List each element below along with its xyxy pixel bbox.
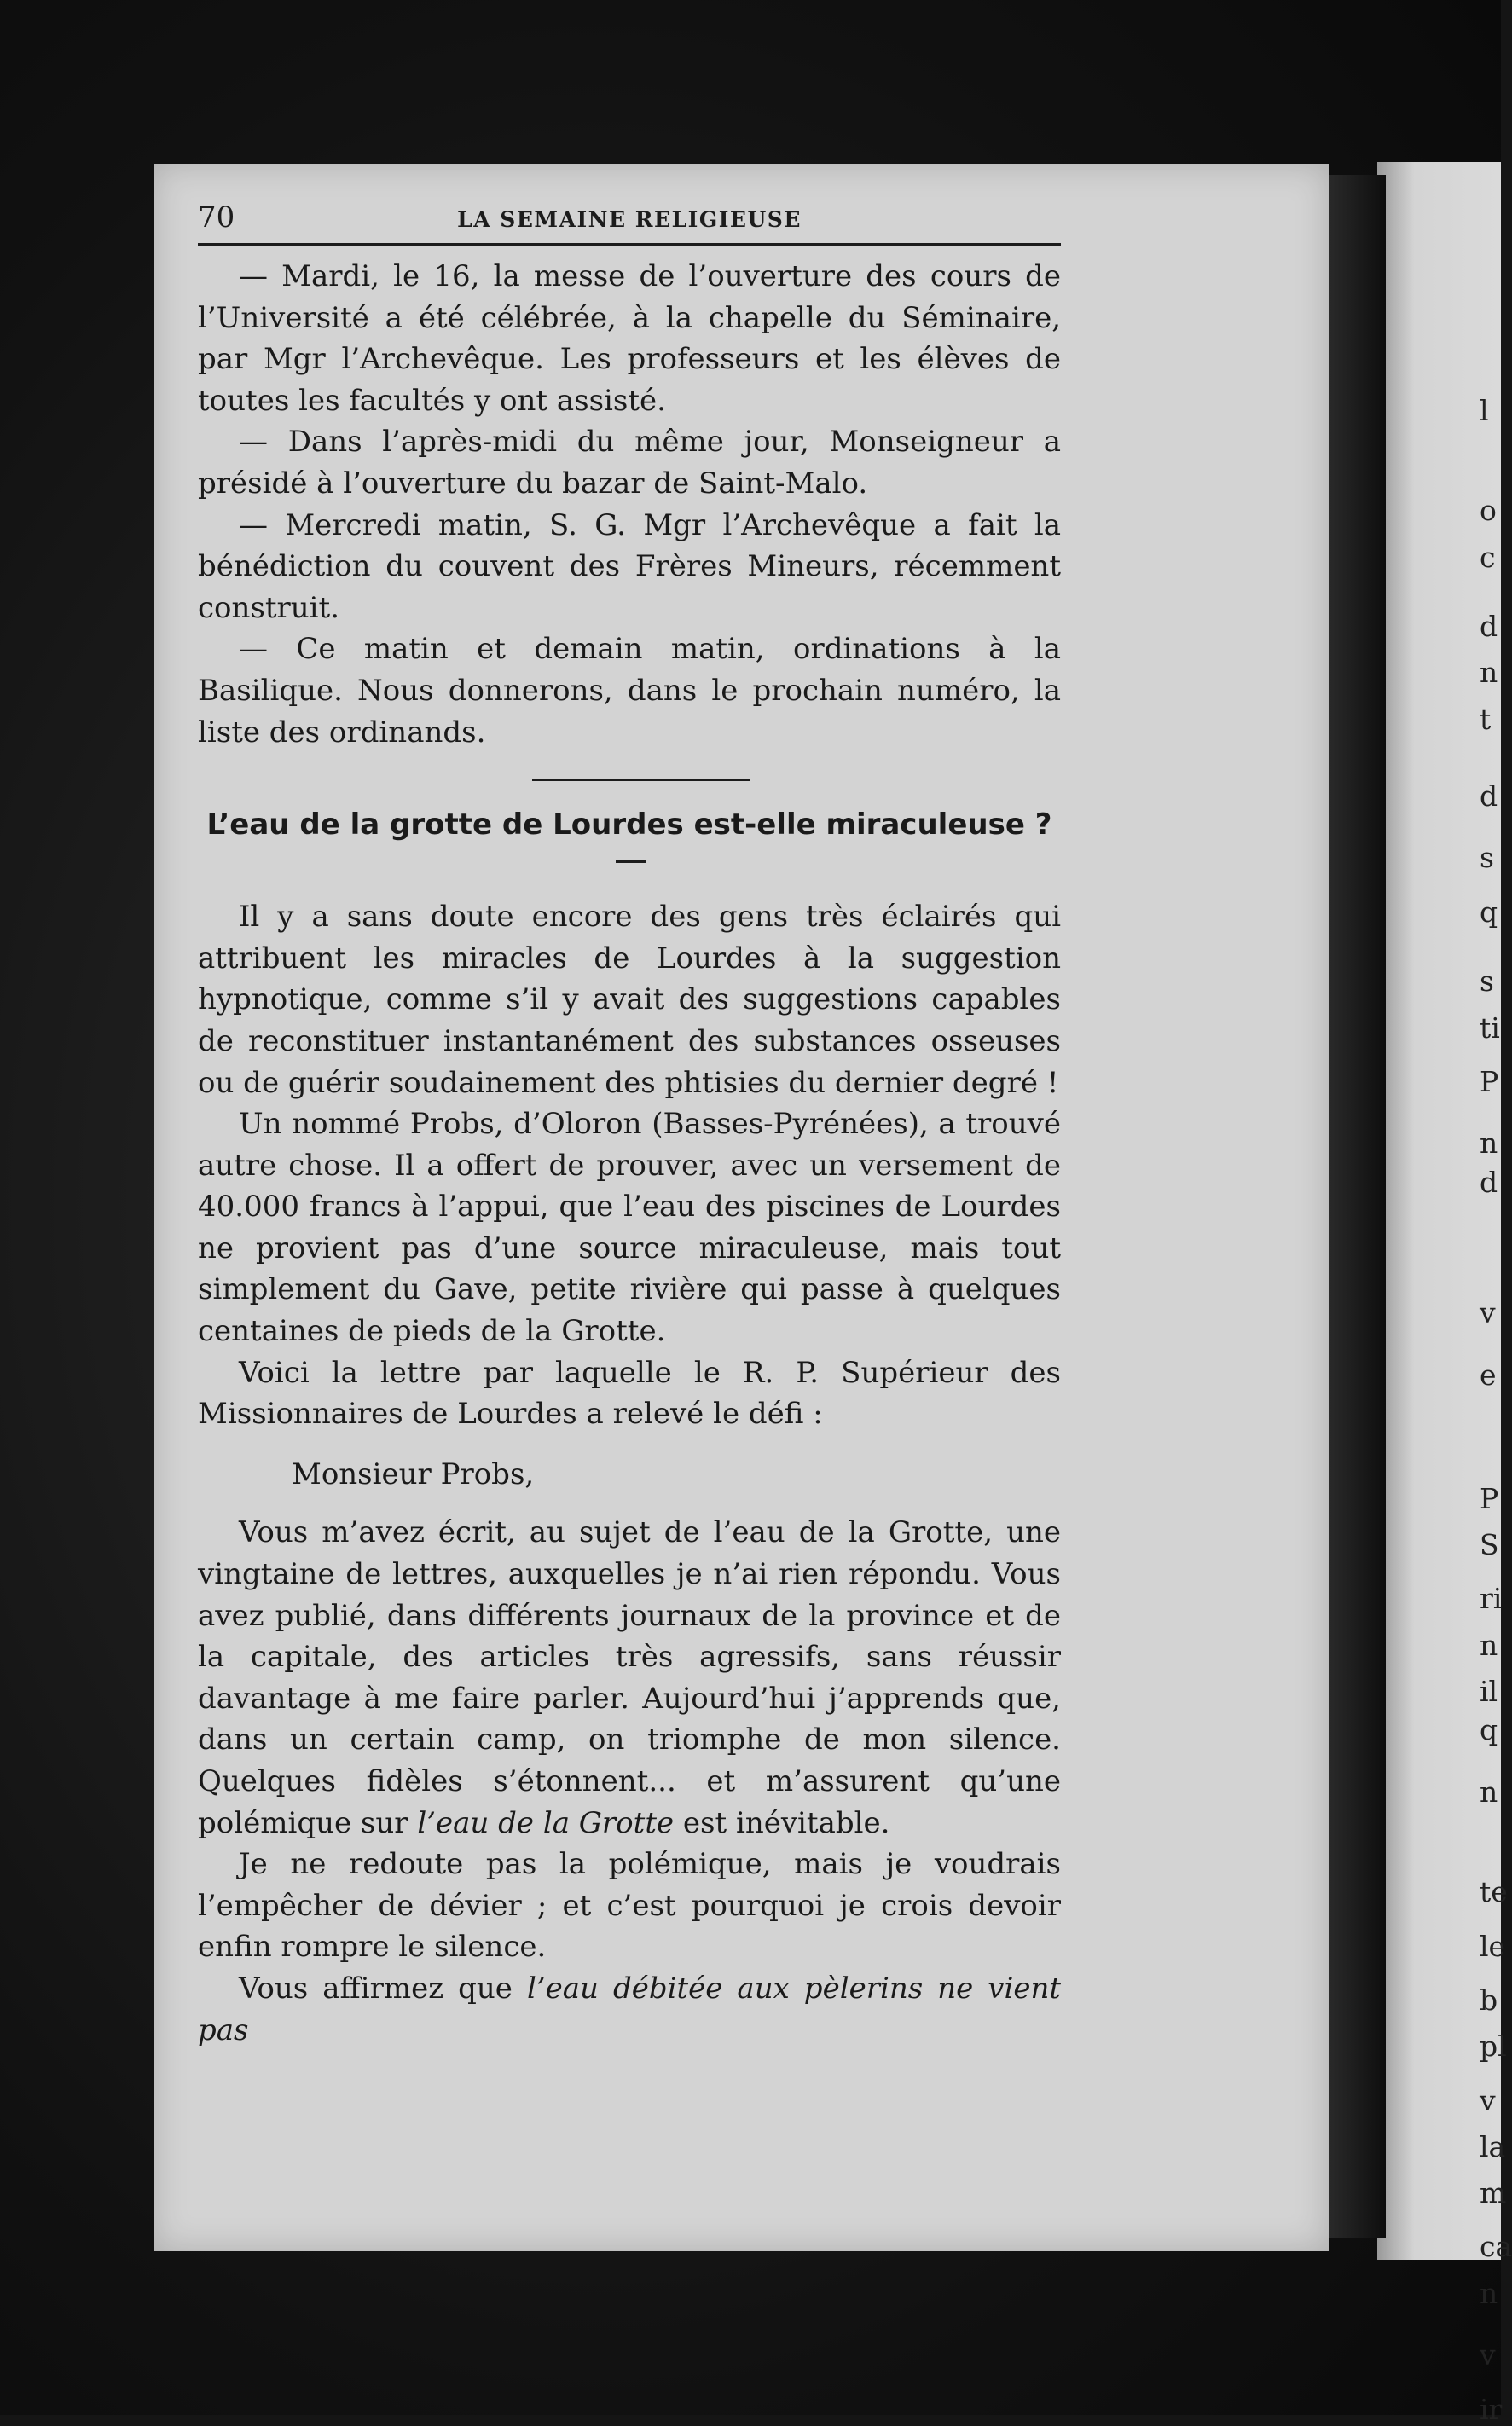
section-separator	[198, 753, 1061, 804]
adjacent-page-letter: pl	[1480, 2029, 1507, 2064]
news-item: — Mardi, le 16, la messe de l’ouverture des cours de l’Université a été célébrée, à la chapelle du Séminaire, par Mgr l’Archevêque. Les professeurs et les élèves de toutes les facultés y ont assisté.	[198, 259, 1061, 418]
adjacent-page-letter: P	[1480, 1481, 1499, 1515]
adjacent-page-letter: q	[1480, 895, 1498, 929]
adjacent-page-letter: t	[1480, 702, 1492, 736]
adjacent-page-letter: d	[1480, 609, 1498, 643]
letter-body	[198, 1512, 1061, 2051]
adjacent-page-letter: n	[1480, 2276, 1498, 2310]
page-body	[198, 256, 1061, 2051]
news-item: — Ce matin et demain matin, ordinations à la Basilique. Nous donnerons, dans le prochain numéro, la liste des ordinands.	[198, 632, 1061, 750]
adjacent-page-letter: le	[1480, 1929, 1506, 1963]
article-title: L’eau de la grotte de Lourdes est-elle miraculeuse ?	[206, 808, 1052, 842]
article-paragraph: Un nommé Probs, d’Oloron (Basses-Pyrénées), a trouvé autre chose. Il a offert de prouver, avec un versement de 40.000 francs à l’appui, que l’eau des piscines de Lourdes ne provient pas d’une source miraculeuse, mais tout simplement du Gave, petite rivière qui passe à quelques centaines de pieds de la Grotte.	[198, 1107, 1061, 1349]
adjacent-page-letter: la	[1480, 2129, 1506, 2163]
running-title: LA SEMAINE RELIGIEUSE	[457, 207, 802, 232]
title-dash	[198, 845, 1061, 896]
adjacent-page-letter: d	[1480, 779, 1498, 813]
adjacent-page-letter: v	[1480, 2083, 1496, 2117]
article-paragraph: Voici la lettre par laquelle le R. P. Supérieur des Missionnaires de Lourdes a relevé le défi :	[198, 1355, 1061, 1432]
adjacent-page-letter: q	[1480, 1713, 1498, 1747]
page-header	[198, 200, 1061, 241]
adjacent-page-letter: n	[1480, 1628, 1498, 1662]
adjacent-page-letter: b	[1480, 1983, 1498, 2017]
page-gutter-shadow	[1326, 175, 1386, 2238]
letter-paragraph: Vous m’avez écrit, au sujet de l’eau de la Grotte, une vingtaine de lettres, auxquelles je n’ai rien répondu. Vous avez publié, dans différents journaux de la province et de la capitale, des articles très agressifs, sans réussir davantage à me faire parler. Aujourd’hui j’apprends que, dans un certain camp, on triomphe de mon silence. Quelques fidèles s’étonnent... et m’assurent qu’une polémique sur l’eau de la Grotte est inévitable.	[198, 1515, 1061, 1840]
adjacent-page-letter: e	[1480, 1358, 1497, 1392]
adjacent-page-letter: ri	[1480, 1582, 1503, 1616]
adjacent-page-letter: n	[1480, 1775, 1498, 1809]
adjacent-page-edge	[1377, 162, 1512, 2426]
letter-salutation: Monsieur Probs,	[292, 1456, 535, 1491]
adjacent-page-letter: n	[1480, 656, 1498, 690]
adjacent-page-letter: s	[1480, 964, 1494, 999]
adjacent-page-letter: ca	[1480, 2230, 1512, 2264]
adjacent-page-letter: o	[1480, 494, 1497, 528]
letter-paragraph: Je ne redoute pas la polémique, mais je voudrais l’empêcher de dévier ; et c’est pourquoi je crois devoir enfin rompre le silence.	[198, 1847, 1061, 1965]
adjacent-page-letter: n	[1480, 1126, 1498, 1161]
header-rule	[198, 243, 1061, 246]
adjacent-page-letter: m	[1480, 2176, 1507, 2210]
adjacent-page-letter: ti	[1480, 1010, 1500, 1045]
adjacent-page-letter: P	[1480, 1064, 1499, 1098]
adjacent-page-letter: v	[1480, 2338, 1496, 2372]
news-item: — Dans l’après-midi du même jour, Monseigneur a présidé à l’ouverture du bazar de Saint-Malo.	[198, 425, 1061, 501]
letter-paragraph: Vous affirmez que l’eau débitée aux pèlerins ne vient pas	[198, 1971, 1062, 2047]
news-item: — Mercredi matin, S. G. Mgr l’Archevêque a fait la bénédiction du couvent des Frères Mineurs, récemment construit.	[198, 507, 1061, 625]
page-number: 70	[198, 200, 235, 234]
adjacent-page-letter: S	[1480, 1527, 1499, 1561]
article-paragraph: Il y a sans doute encore des gens très éclairés qui attribuent les miracles de Lourdes à la suggestion hypnotique, comme s’il y avait des suggestions capables de reconstituer instantanément des substances osseuses ou de guérir soudainement des phtisies du dernier degré !	[198, 900, 1061, 1100]
adjacent-page-letter: c	[1480, 540, 1496, 574]
adjacent-page-letter: ir	[1480, 2392, 1503, 2426]
adjacent-page-letter: v	[1480, 1296, 1496, 1330]
adjacent-page-letter: te	[1480, 1875, 1508, 1909]
adjacent-page-letter: il	[1480, 1674, 1498, 1708]
adjacent-page-letter: l	[1480, 393, 1489, 427]
adjacent-page-letter: d	[1480, 1165, 1498, 1199]
adjacent-page-letter: s	[1480, 841, 1494, 875]
